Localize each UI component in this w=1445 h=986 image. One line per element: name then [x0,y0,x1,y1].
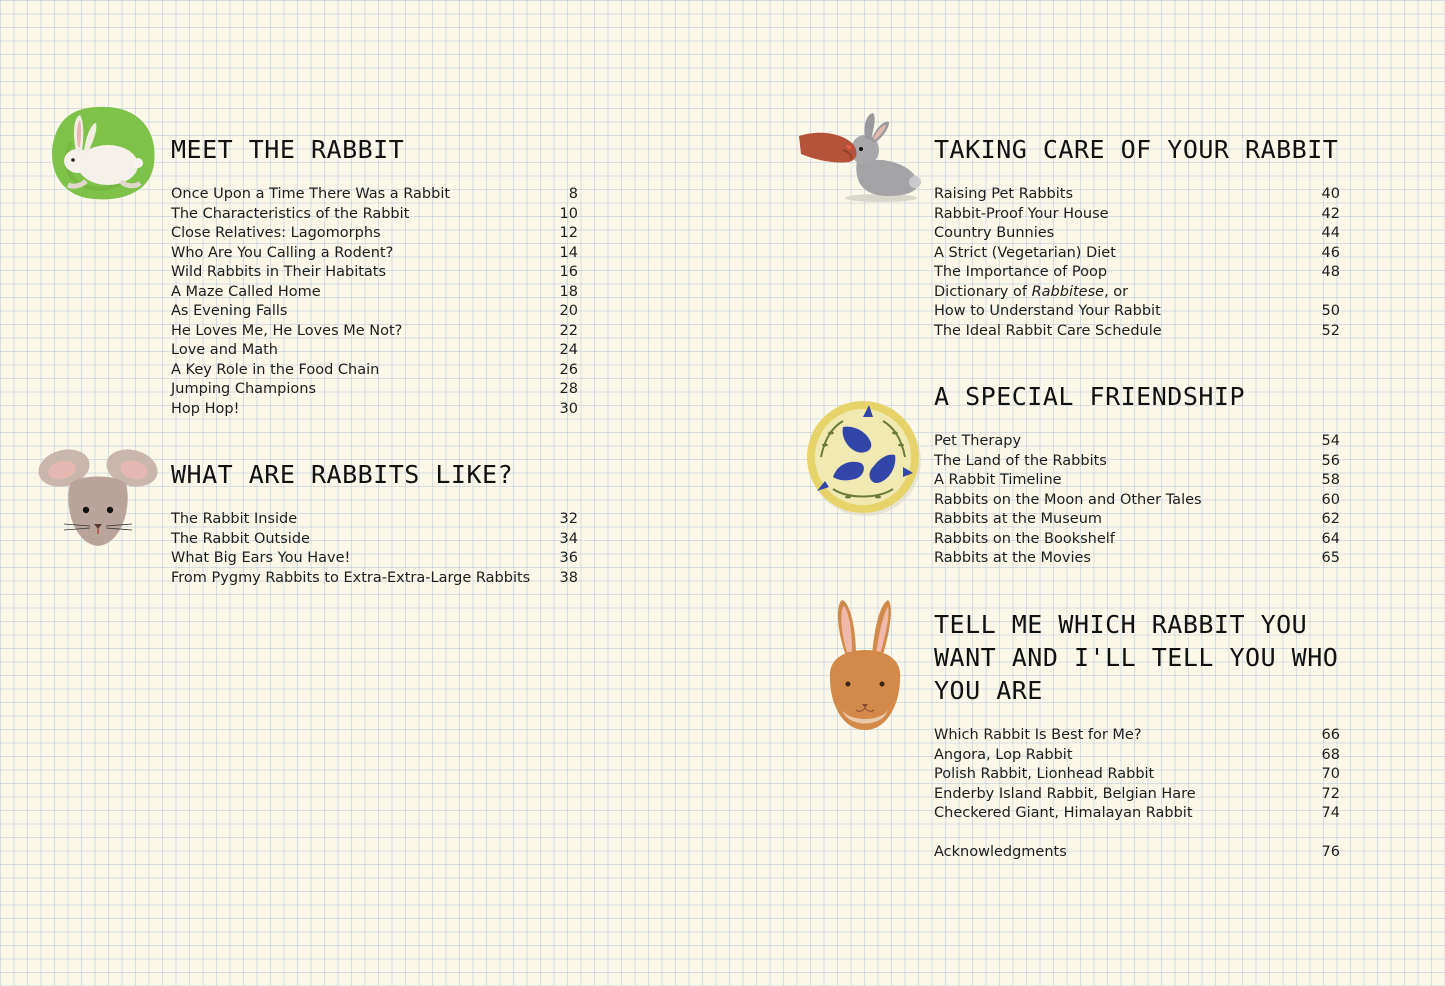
entry-page-number: 52 [1321,322,1340,339]
toc-entry[interactable] [934,530,1340,550]
entry-title: Rabbits at the Museum [934,511,1103,527]
entry-title: Acknowledgments [934,844,1067,860]
white-rabbit-on-grass-icon [46,103,158,201]
entry-title: The Rabbit Inside [171,511,298,527]
toc-entry[interactable] [934,452,1340,472]
toc-entry-list [934,432,1340,569]
toc-entry[interactable] [171,263,578,283]
blue-rabbit-plate-icon [803,397,925,519]
toc-entry[interactable] [934,726,1340,746]
entry-title: Rabbit-Proof Your House [934,205,1109,222]
toc-section-meet-the-rabbit [171,133,578,419]
entry-title: Once Upon a Time There Was a Rabbit [171,186,451,202]
toc-entry[interactable] [934,185,1340,205]
toc-entry[interactable] [934,804,1340,824]
toc-entry[interactable] [171,283,578,303]
entry-page-number: 70 [1321,766,1340,782]
toc-section-what-are-rabbits-like [171,458,578,588]
entry-title: Rabbits on the Bookshelf [934,530,1115,547]
toc-entry[interactable] [171,341,578,361]
entry-title: As Evening Falls [171,303,288,319]
toc-section-which-rabbit [934,608,1340,863]
entry-title-italic: Rabbitese [1031,283,1105,300]
entry-title: What Big Ears You Have! [171,550,351,566]
entry-page-number: 48 [1321,264,1340,280]
entry-page-number: 40 [1321,186,1340,202]
toc-entry[interactable] [934,205,1340,225]
section-heading-line: YOU ARE [934,676,1043,705]
entry-page-number: 34 [559,530,578,547]
toc-entry[interactable] [934,432,1340,452]
entry-page-number: 12 [559,225,578,241]
entry-title: Rabbits at the Movies [934,550,1091,566]
entry-page-number: 24 [559,342,578,358]
entry-page-number: 76 [1321,844,1340,860]
entry-page-number: 46 [1321,244,1340,261]
entry-page-number: 26 [559,361,578,378]
entry-title: He Loves Me, He Loves Me Not? [171,322,403,339]
toc-entry[interactable] [934,244,1340,264]
entry-title: Wild Rabbits in Their Habitats [171,264,387,280]
entry-page-number: 14 [559,244,578,261]
entry-title: Enderby Island Rabbit, Belgian Hare [934,785,1196,802]
entry-title: Which Rabbit Is Best for Me? [934,727,1142,743]
entry-page-number: 20 [559,303,578,319]
entry-title: The Rabbit Outside [171,530,310,547]
hand-petting-gray-rabbit-icon [797,110,925,202]
entry-page-number: 60 [1321,491,1340,508]
section-heading: MEET THE RABBIT [171,135,405,164]
toc-entry-list [171,510,578,588]
entry-title: Love and Math [171,342,278,358]
entry-title-part: Dictionary of [934,283,1032,300]
entry-title: From Pygmy Rabbits to Extra-Extra-Large Rabbits [171,569,531,586]
entry-title: Close Relatives: Lagomorphs [171,225,381,241]
section-heading: TAKING CARE OF YOUR RABBIT [934,135,1339,164]
entry-title: The Land of the Rabbits [934,452,1107,469]
toc-entry-list [934,185,1340,341]
entry-title: Raising Pet Rabbits [934,186,1074,202]
entry-title-part: , or [1104,283,1129,300]
section-heading-line: TELL ME WHICH RABBIT YOU [934,610,1308,639]
entry-title: How to Understand Your Rabbit [934,303,1161,319]
toc-entry[interactable] [934,765,1340,785]
toc-section-taking-care [934,133,1340,341]
toc-entry[interactable] [171,205,578,225]
toc-entry[interactable] [171,569,578,589]
toc-entry[interactable] [171,224,578,244]
entry-page-number: 32 [559,511,578,527]
toc-entry[interactable] [934,302,1340,322]
entry-title: Hop Hop! [171,400,240,417]
fluffy-rabbit-face-icon [34,446,162,550]
entry-page-number: 74 [1321,805,1340,821]
orange-rabbit-head-icon [822,598,908,734]
toc-section-special-friendship [934,380,1340,569]
toc-entry[interactable] [171,185,578,205]
entry-page-number: 68 [1321,746,1340,763]
toc-entry[interactable] [171,361,578,381]
toc-entry[interactable] [934,491,1340,511]
section-heading: WHAT ARE RABBITS LIKE? [171,460,514,489]
entry-title: A Rabbit Timeline [934,472,1062,488]
toc-entry[interactable] [934,224,1340,244]
toc-entry[interactable] [934,322,1340,342]
entry-title: A Maze Called Home [171,283,321,300]
toc-entry-list [934,726,1340,863]
entry-page-number: 16 [559,264,578,280]
entry-page-number: 50 [1321,303,1340,319]
toc-entry[interactable] [934,549,1340,569]
toc-entry[interactable] [934,785,1340,805]
entry-page-number: 38 [559,569,578,586]
toc-entry[interactable] [171,530,578,550]
entry-page-number: 28 [559,381,578,397]
entry-page-number: 18 [559,283,578,300]
entry-page-number: 58 [1321,472,1340,488]
entry-title: Who Are You Calling a Rodent? [171,244,394,261]
entry-page-number: 72 [1321,785,1340,802]
section-heading: A SPECIAL FRIENDSHIP [934,382,1246,411]
entry-page-number: 8 [568,186,578,202]
entry-page-number: 10 [559,205,578,222]
entry-page-number: 56 [1321,452,1340,469]
toc-entry[interactable] [171,510,578,530]
entry-title: Angora, Lop Rabbit [934,746,1073,763]
entry-page-number: 66 [1321,727,1340,743]
toc-entry[interactable] [934,263,1340,283]
section-heading-line: WANT AND I'LL TELL YOU WHO [934,643,1339,672]
entry-title [934,283,1128,303]
entry-title: A Strict (Vegetarian) Diet [934,244,1116,261]
entry-page-number: 30 [559,400,578,417]
entry-page-number: 22 [559,322,578,339]
toc-entry[interactable] [171,380,578,400]
entry-title: Rabbits on the Moon and Other Tales [934,491,1202,508]
entry-page-number: 62 [1321,511,1340,527]
entry-title: Polish Rabbit, Lionhead Rabbit [934,766,1155,782]
toc-entry[interactable] [171,322,578,342]
entry-page-number: 65 [1321,550,1340,566]
entry-title: A Key Role in the Food Chain [171,361,380,378]
entry-page-number: 44 [1321,225,1340,241]
entry-page-number: 42 [1321,205,1340,222]
entry-title: Checkered Giant, Himalayan Rabbit [934,805,1193,821]
entry-page-number: 64 [1321,530,1340,547]
entry-title: The Characteristics of the Rabbit [171,205,410,222]
toc-entry[interactable] [934,746,1340,766]
entry-title: The Ideal Rabbit Care Schedule [934,322,1162,339]
section-heading [934,608,1340,707]
entry-page-number: 54 [1321,433,1340,449]
entry-title: Jumping Champions [171,381,316,397]
entry-title: Pet Therapy [934,433,1022,449]
entry-title: The Importance of Poop [934,264,1108,280]
toc-entry[interactable] [934,510,1340,530]
toc-entry-acknowledgments[interactable] [934,843,1340,863]
toc-entry-list [171,185,578,419]
entry-title: Country Bunnies [934,225,1055,241]
toc-entry[interactable] [171,302,578,322]
toc-entry[interactable] [934,283,1340,303]
toc-entry[interactable] [171,244,578,264]
toc-entry[interactable] [171,400,578,420]
toc-entry[interactable] [171,549,578,569]
toc-entry[interactable] [934,471,1340,491]
entry-page-number: 36 [559,550,578,566]
